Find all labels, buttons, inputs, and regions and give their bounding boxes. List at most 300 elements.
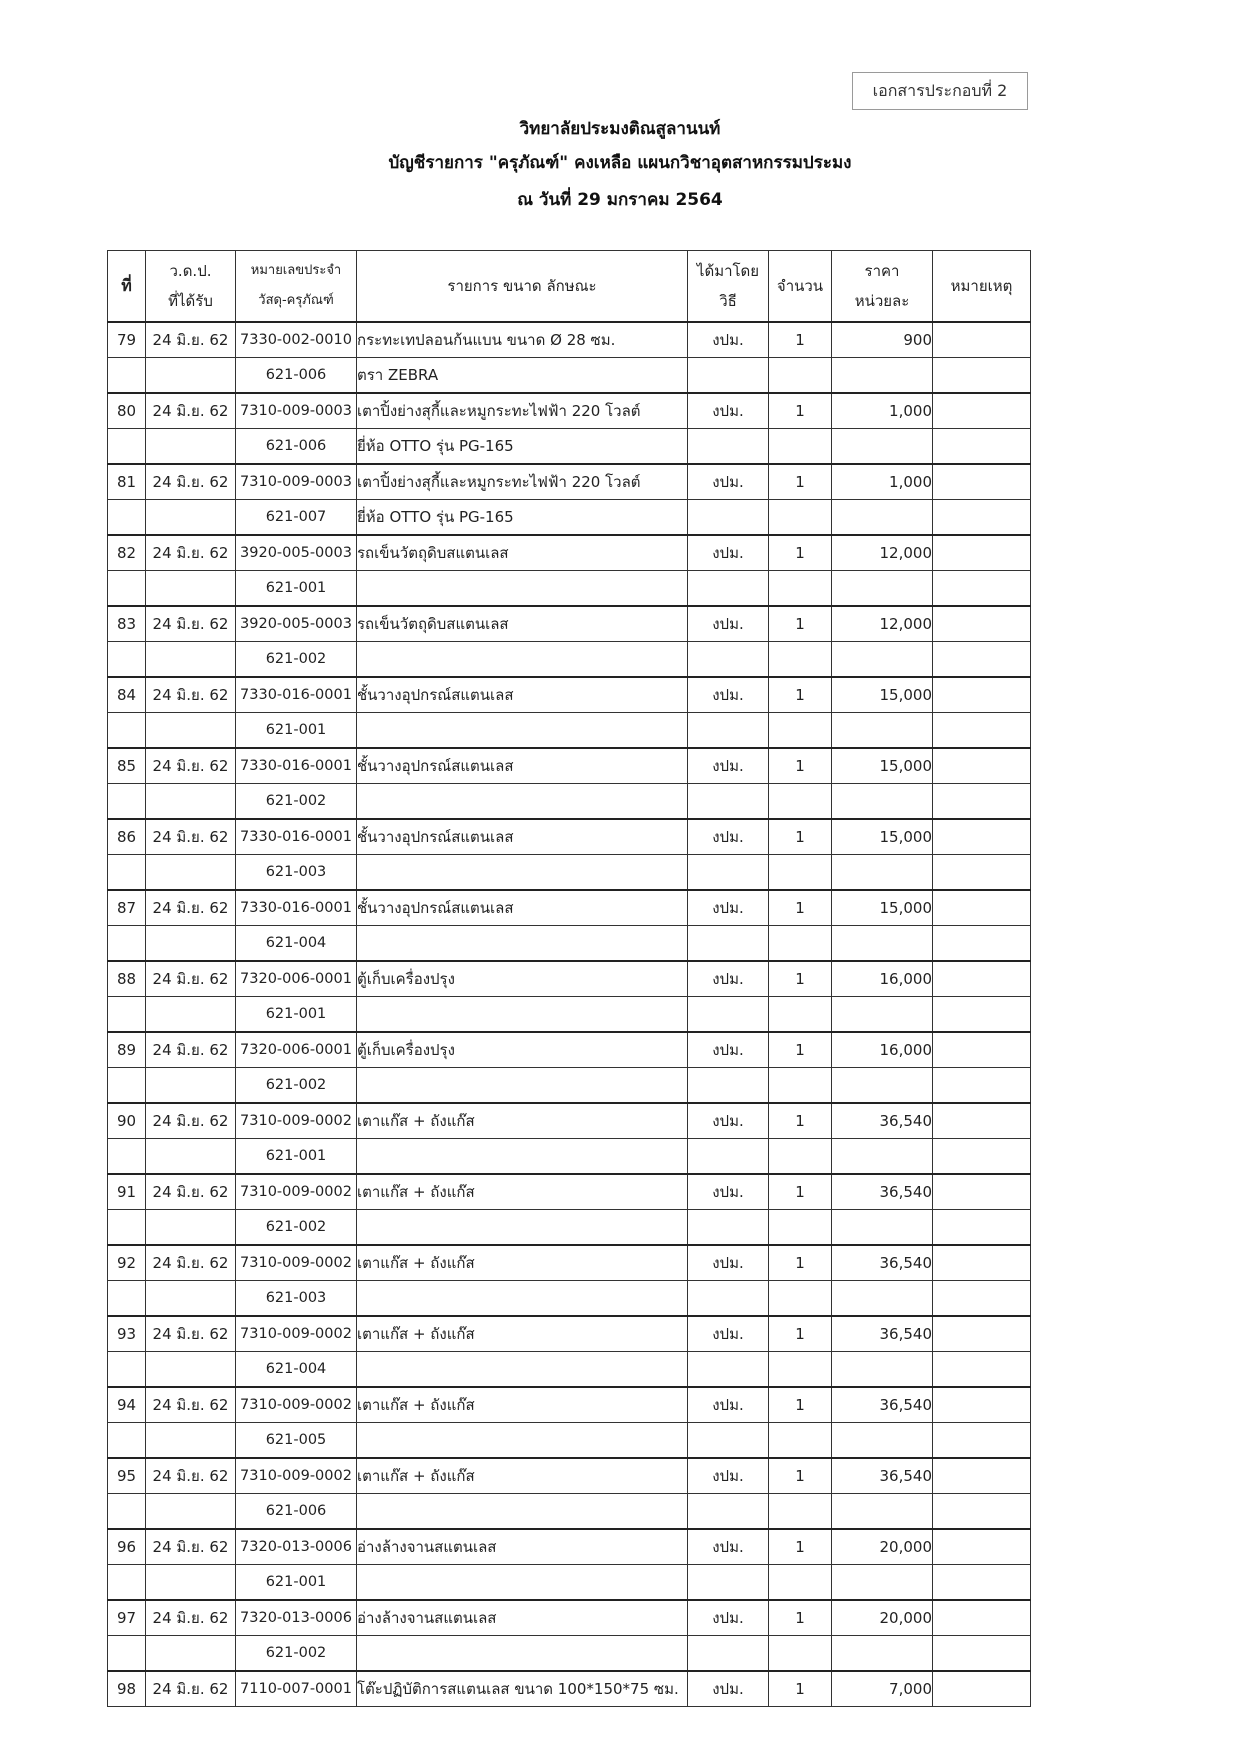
remark (933, 1316, 1031, 1352)
remark (933, 464, 1031, 500)
empty-cell (108, 1423, 146, 1459)
empty-cell (933, 1423, 1031, 1459)
remark (933, 322, 1031, 358)
acquisition-method: งปม. (688, 1600, 769, 1636)
empty-cell (688, 1423, 769, 1459)
item-description-detail (357, 1494, 688, 1530)
table-row (108, 1529, 1031, 1565)
empty-cell (688, 1210, 769, 1246)
acquisition-method: งปม. (688, 1671, 769, 1707)
unit-price: 15,000 (832, 819, 933, 855)
item-description-detail (357, 1068, 688, 1104)
table-subrow (108, 429, 1031, 465)
table-subrow (108, 713, 1031, 749)
asset-code: 7320-006-0001 (236, 1032, 357, 1068)
empty-cell (688, 429, 769, 465)
quantity: 1 (769, 961, 832, 997)
empty-cell (146, 997, 236, 1033)
acquisition-method: งปม. (688, 606, 769, 642)
empty-cell (688, 1068, 769, 1104)
empty-cell (146, 1636, 236, 1672)
empty-cell (108, 997, 146, 1033)
remark (933, 1529, 1031, 1565)
item-description-detail (357, 784, 688, 820)
asset-sub-code: 621-002 (236, 1210, 357, 1246)
item-description: เตาแก๊ส + ถังแก๊ส (357, 1174, 688, 1210)
table-subrow (108, 571, 1031, 607)
table-header-row (108, 251, 1031, 323)
asset-code: 7310-009-0002 (236, 1103, 357, 1139)
item-description-detail (357, 1139, 688, 1175)
header-code-line2: วัสดุ-ครุภัณฑ์ (258, 293, 334, 308)
empty-cell (769, 1139, 832, 1175)
empty-cell (108, 500, 146, 536)
quantity: 1 (769, 535, 832, 571)
empty-cell (769, 1281, 832, 1317)
asset-sub-code: 621-002 (236, 1636, 357, 1672)
item-description-detail (357, 926, 688, 962)
empty-cell (832, 855, 933, 891)
empty-cell (108, 784, 146, 820)
asset-sub-code: 621-003 (236, 855, 357, 891)
table-row (108, 322, 1031, 358)
asset-code: 7330-016-0001 (236, 748, 357, 784)
item-description-detail: ยี่ห้อ OTTO รุ่น PG-165 (357, 500, 688, 536)
header-code (236, 251, 357, 323)
empty-cell (832, 1281, 933, 1317)
item-description: อ่างล้างจานสแตนเลส (357, 1529, 688, 1565)
item-number: 93 (108, 1316, 146, 1352)
asset-code: 7310-009-0003 (236, 464, 357, 500)
acquisition-method: งปม. (688, 1103, 769, 1139)
header-code-line1: หมายเลขประจำ (250, 263, 342, 278)
date-received: 24 มิ.ย. 62 (146, 1600, 236, 1636)
empty-cell (769, 1210, 832, 1246)
table-subrow (108, 784, 1031, 820)
acquisition-method: งปม. (688, 748, 769, 784)
header-price-line1: ราคา (864, 262, 900, 280)
table-subrow (108, 1068, 1031, 1104)
unit-price: 20,000 (832, 1529, 933, 1565)
item-number: 97 (108, 1600, 146, 1636)
empty-cell (769, 713, 832, 749)
empty-cell (146, 1068, 236, 1104)
item-number: 91 (108, 1174, 146, 1210)
empty-cell (933, 1281, 1031, 1317)
empty-cell (933, 1636, 1031, 1672)
asset-code: 7320-013-0006 (236, 1600, 357, 1636)
acquisition-method: งปม. (688, 677, 769, 713)
acquisition-method: งปม. (688, 1174, 769, 1210)
item-number: 84 (108, 677, 146, 713)
item-number: 92 (108, 1245, 146, 1281)
date-received: 24 มิ.ย. 62 (146, 464, 236, 500)
acquisition-method: งปม. (688, 1387, 769, 1423)
empty-cell (108, 358, 146, 394)
table-subrow (108, 1565, 1031, 1601)
acquisition-method: งปม. (688, 1529, 769, 1565)
unit-price: 16,000 (832, 961, 933, 997)
empty-cell (688, 1139, 769, 1175)
table-row (108, 1316, 1031, 1352)
quantity: 1 (769, 393, 832, 429)
quantity: 1 (769, 890, 832, 926)
empty-cell (769, 1494, 832, 1530)
header-method-line2: วิธี (719, 292, 737, 310)
acquisition-method: งปม. (688, 961, 769, 997)
asset-sub-code: 621-001 (236, 1565, 357, 1601)
table-subrow (108, 1352, 1031, 1388)
header-price-line2: หน่วยละ (854, 292, 910, 310)
asset-code: 7330-016-0001 (236, 890, 357, 926)
asset-code: 7310-009-0002 (236, 1316, 357, 1352)
quantity: 1 (769, 1387, 832, 1423)
unit-price: 36,540 (832, 1458, 933, 1494)
item-description: เตาแก๊ส + ถังแก๊ส (357, 1387, 688, 1423)
empty-cell (933, 1210, 1031, 1246)
ledger-date: ณ วันที่ 29 มกราคม 2564 (517, 190, 723, 210)
asset-sub-code: 621-004 (236, 1352, 357, 1388)
asset-code: 7330-016-0001 (236, 819, 357, 855)
header-unit-price (832, 251, 933, 323)
empty-cell (146, 1565, 236, 1601)
empty-cell (769, 997, 832, 1033)
remark (933, 606, 1031, 642)
empty-cell (769, 429, 832, 465)
empty-cell (832, 713, 933, 749)
unit-price: 15,000 (832, 748, 933, 784)
date-received: 24 มิ.ย. 62 (146, 1032, 236, 1068)
unit-price: 15,000 (832, 677, 933, 713)
table-row (108, 1387, 1031, 1423)
empty-cell (832, 1636, 933, 1672)
empty-cell (146, 784, 236, 820)
asset-code: 3920-005-0003 (236, 606, 357, 642)
empty-cell (769, 1423, 832, 1459)
item-number: 83 (108, 606, 146, 642)
empty-cell (933, 1068, 1031, 1104)
date-received: 24 มิ.ย. 62 (146, 677, 236, 713)
empty-cell (688, 571, 769, 607)
unit-price: 1,000 (832, 464, 933, 500)
empty-cell (832, 429, 933, 465)
quantity: 1 (769, 606, 832, 642)
empty-cell (769, 1068, 832, 1104)
table-row (108, 1600, 1031, 1636)
date-received: 24 มิ.ย. 62 (146, 961, 236, 997)
quantity: 1 (769, 748, 832, 784)
header-date (146, 251, 236, 323)
date-received: 24 มิ.ย. 62 (146, 1671, 236, 1707)
item-description: เตาแก๊ส + ถังแก๊ส (357, 1458, 688, 1494)
empty-cell (769, 855, 832, 891)
table-subrow (108, 1494, 1031, 1530)
empty-cell (146, 713, 236, 749)
asset-sub-code: 621-006 (236, 1494, 357, 1530)
item-number: 89 (108, 1032, 146, 1068)
table-row (108, 890, 1031, 926)
date-received: 24 มิ.ย. 62 (146, 748, 236, 784)
empty-cell (933, 500, 1031, 536)
asset-sub-code: 621-002 (236, 1068, 357, 1104)
item-description-detail (357, 855, 688, 891)
institution-title: วิทยาลัยประมงติณสูลานนท์ (519, 119, 721, 139)
date-received: 24 มิ.ย. 62 (146, 1103, 236, 1139)
item-number: 80 (108, 393, 146, 429)
quantity: 1 (769, 819, 832, 855)
item-description-detail (357, 713, 688, 749)
item-number: 87 (108, 890, 146, 926)
empty-cell (688, 500, 769, 536)
empty-cell (688, 642, 769, 678)
date-received: 24 มิ.ย. 62 (146, 1529, 236, 1565)
empty-cell (688, 926, 769, 962)
asset-code: 7330-016-0001 (236, 677, 357, 713)
asset-code: 7310-009-0003 (236, 393, 357, 429)
empty-cell (108, 1210, 146, 1246)
empty-cell (146, 1423, 236, 1459)
table-row (108, 464, 1031, 500)
item-number: 94 (108, 1387, 146, 1423)
item-description-detail (357, 1423, 688, 1459)
table-subrow (108, 1423, 1031, 1459)
item-description: เตาแก๊ส + ถังแก๊ส (357, 1103, 688, 1139)
quantity: 1 (769, 1671, 832, 1707)
table-subrow (108, 642, 1031, 678)
empty-cell (769, 642, 832, 678)
item-description-detail: ตรา ZEBRA (357, 358, 688, 394)
asset-sub-code: 621-002 (236, 784, 357, 820)
asset-sub-code: 621-001 (236, 713, 357, 749)
empty-cell (769, 1636, 832, 1672)
table-row (108, 1671, 1031, 1707)
remark (933, 748, 1031, 784)
remark (933, 393, 1031, 429)
table-subrow (108, 855, 1031, 891)
unit-price: 16,000 (832, 1032, 933, 1068)
item-description: รถเข็นวัตถุดิบสแตนเลส (357, 535, 688, 571)
remark (933, 1387, 1031, 1423)
acquisition-method: งปม. (688, 1316, 769, 1352)
empty-cell (146, 1494, 236, 1530)
remark (933, 1671, 1031, 1707)
empty-cell (769, 1352, 832, 1388)
item-description: ชั้นวางอุปกรณ์สแตนเลส (357, 819, 688, 855)
unit-price: 36,540 (832, 1316, 933, 1352)
item-number: 88 (108, 961, 146, 997)
remark (933, 1103, 1031, 1139)
item-description-detail (357, 997, 688, 1033)
empty-cell (832, 1423, 933, 1459)
table-row (108, 535, 1031, 571)
table-subrow (108, 1281, 1031, 1317)
remark (933, 677, 1031, 713)
empty-cell (832, 1210, 933, 1246)
acquisition-method: งปม. (688, 819, 769, 855)
item-description: รถเข็นวัตถุดิบสแตนเลส (357, 606, 688, 642)
table-row (108, 748, 1031, 784)
asset-sub-code: 621-006 (236, 358, 357, 394)
item-description: โต๊ะปฏิบัติการสแตนเลส ขนาด 100*150*75 ซม. (357, 1671, 688, 1707)
header-quantity: จำนวน (769, 251, 832, 323)
empty-cell (832, 500, 933, 536)
header-remark: หมายเหตุ (933, 251, 1031, 323)
item-description: ชั้นวางอุปกรณ์สแตนเลส (357, 748, 688, 784)
empty-cell (108, 713, 146, 749)
empty-cell (688, 1494, 769, 1530)
empty-cell (933, 1352, 1031, 1388)
item-description: อ่างล้างจานสแตนเลส (357, 1600, 688, 1636)
empty-cell (688, 1636, 769, 1672)
remark (933, 1032, 1031, 1068)
date-received: 24 มิ.ย. 62 (146, 322, 236, 358)
table-row (108, 1458, 1031, 1494)
empty-cell (933, 571, 1031, 607)
empty-cell (832, 1139, 933, 1175)
date-received: 24 มิ.ย. 62 (146, 1458, 236, 1494)
quantity: 1 (769, 322, 832, 358)
item-description-detail (357, 1636, 688, 1672)
empty-cell (933, 855, 1031, 891)
item-number: 86 (108, 819, 146, 855)
quantity: 1 (769, 1458, 832, 1494)
item-number: 90 (108, 1103, 146, 1139)
date-received: 24 มิ.ย. 62 (146, 393, 236, 429)
asset-code: 7330-002-0010 (236, 322, 357, 358)
date-received: 24 มิ.ย. 62 (146, 1316, 236, 1352)
empty-cell (146, 1139, 236, 1175)
header-date-line2: ที่ได้รับ (168, 292, 213, 310)
unit-price: 15,000 (832, 890, 933, 926)
empty-cell (832, 358, 933, 394)
remark (933, 1600, 1031, 1636)
item-number: 79 (108, 322, 146, 358)
empty-cell (146, 926, 236, 962)
quantity: 1 (769, 1245, 832, 1281)
item-description: ตู้เก็บเครื่องปรุง (357, 961, 688, 997)
empty-cell (146, 429, 236, 465)
empty-cell (933, 1139, 1031, 1175)
empty-cell (769, 500, 832, 536)
acquisition-method: งปม. (688, 393, 769, 429)
empty-cell (688, 855, 769, 891)
asset-sub-code: 621-001 (236, 571, 357, 607)
empty-cell (933, 997, 1031, 1033)
table-subrow (108, 1636, 1031, 1672)
empty-cell (933, 784, 1031, 820)
acquisition-method: งปม. (688, 1032, 769, 1068)
header-method (688, 251, 769, 323)
empty-cell (146, 855, 236, 891)
quantity: 1 (769, 677, 832, 713)
acquisition-method: งปม. (688, 464, 769, 500)
empty-cell (933, 1494, 1031, 1530)
asset-code: 3920-005-0003 (236, 535, 357, 571)
table-subrow (108, 997, 1031, 1033)
acquisition-method: งปม. (688, 1458, 769, 1494)
item-number: 82 (108, 535, 146, 571)
acquisition-method: งปม. (688, 535, 769, 571)
item-description-detail (357, 1352, 688, 1388)
remark (933, 1458, 1031, 1494)
item-number: 85 (108, 748, 146, 784)
empty-cell (832, 571, 933, 607)
empty-cell (146, 1210, 236, 1246)
item-description-detail (357, 642, 688, 678)
table-body (108, 322, 1031, 1707)
item-description-detail (357, 1565, 688, 1601)
date-received: 24 มิ.ย. 62 (146, 1387, 236, 1423)
unit-price: 12,000 (832, 535, 933, 571)
empty-cell (146, 500, 236, 536)
empty-cell (108, 855, 146, 891)
unit-price: 20,000 (832, 1600, 933, 1636)
empty-cell (832, 926, 933, 962)
empty-cell (146, 642, 236, 678)
table-subrow (108, 926, 1031, 962)
empty-cell (108, 571, 146, 607)
empty-cell (933, 358, 1031, 394)
item-description: เตาปิ้งย่างสุกี้และหมูกระทะไฟฟ้า 220 โวลต์ (357, 393, 688, 429)
empty-cell (688, 1565, 769, 1601)
asset-sub-code: 621-002 (236, 642, 357, 678)
remark (933, 535, 1031, 571)
unit-price: 36,540 (832, 1174, 933, 1210)
asset-sub-code: 621-005 (236, 1423, 357, 1459)
date-received: 24 มิ.ย. 62 (146, 606, 236, 642)
header-date-line1: ว.ด.ป. (169, 262, 212, 280)
table-row (108, 606, 1031, 642)
table-row (108, 1032, 1031, 1068)
date-received: 24 มิ.ย. 62 (146, 1174, 236, 1210)
empty-cell (688, 1352, 769, 1388)
empty-cell (769, 571, 832, 607)
asset-sub-code: 621-003 (236, 1281, 357, 1317)
table-subrow (108, 358, 1031, 394)
item-description-detail (357, 571, 688, 607)
empty-cell (108, 1139, 146, 1175)
table-row (108, 1245, 1031, 1281)
empty-cell (933, 1565, 1031, 1601)
unit-price: 1,000 (832, 393, 933, 429)
item-description-detail (357, 1210, 688, 1246)
item-description: เตาแก๊ส + ถังแก๊ส (357, 1245, 688, 1281)
header-description: รายการ ขนาด ลักษณะ (357, 251, 688, 323)
item-description: ชั้นวางอุปกรณ์สแตนเลส (357, 677, 688, 713)
unit-price: 36,540 (832, 1245, 933, 1281)
item-description-detail (357, 1281, 688, 1317)
item-number: 95 (108, 1458, 146, 1494)
empty-cell (832, 642, 933, 678)
item-description: ชั้นวางอุปกรณ์สแตนเลส (357, 890, 688, 926)
remark (933, 961, 1031, 997)
empty-cell (832, 1352, 933, 1388)
quantity: 1 (769, 1032, 832, 1068)
asset-sub-code: 621-001 (236, 1139, 357, 1175)
inventory-table (107, 250, 1031, 1707)
item-description-detail: ยี่ห้อ OTTO รุ่น PG-165 (357, 429, 688, 465)
asset-code: 7310-009-0002 (236, 1245, 357, 1281)
date-received: 24 มิ.ย. 62 (146, 535, 236, 571)
empty-cell (832, 1565, 933, 1601)
unit-price: 36,540 (832, 1103, 933, 1139)
quantity: 1 (769, 1600, 832, 1636)
item-description: ตู้เก็บเครื่องปรุง (357, 1032, 688, 1068)
remark (933, 1174, 1031, 1210)
empty-cell (769, 784, 832, 820)
date-received: 24 มิ.ย. 62 (146, 890, 236, 926)
empty-cell (933, 642, 1031, 678)
